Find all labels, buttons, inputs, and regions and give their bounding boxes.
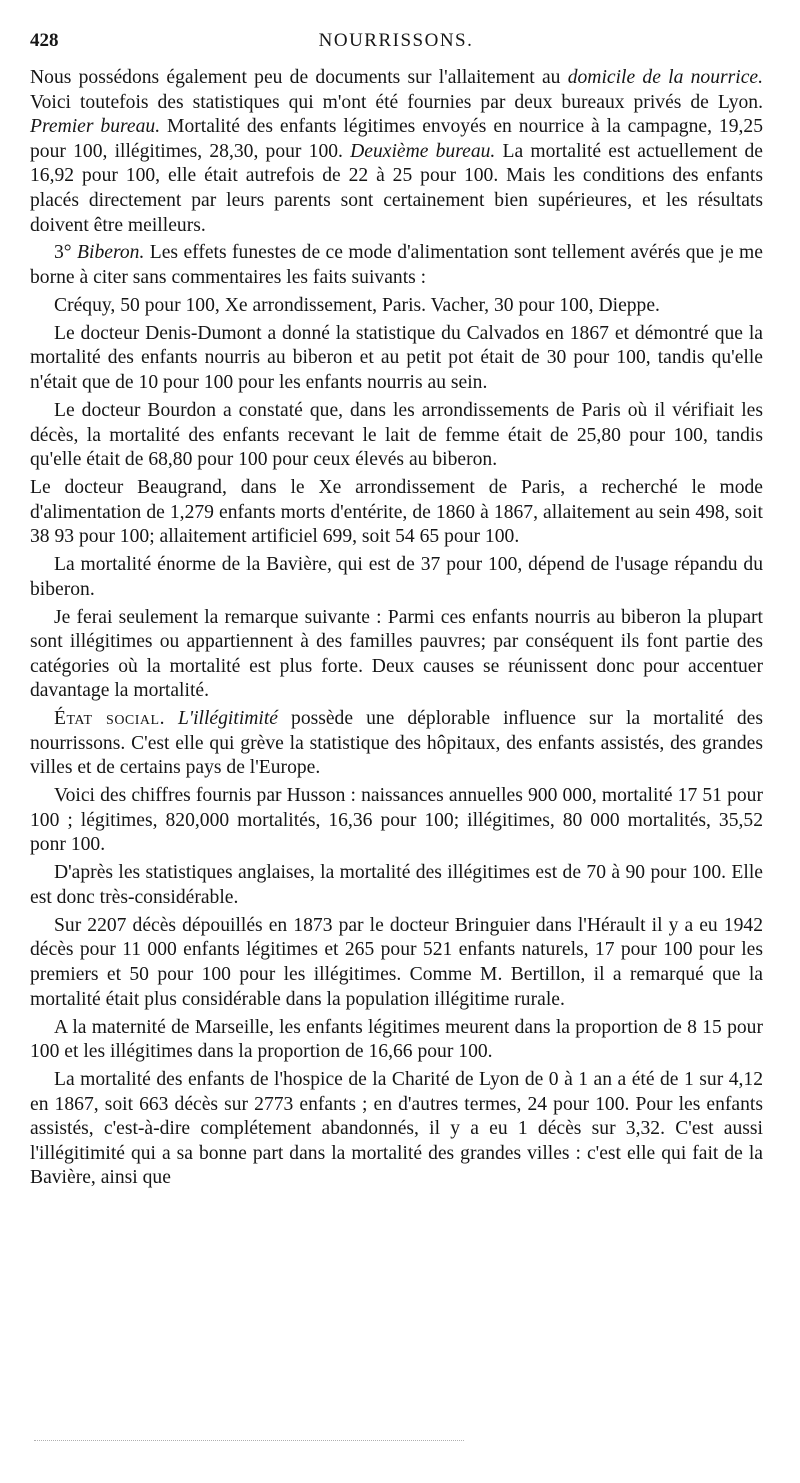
paragraph-crequy: Créquy, 50 pour 100, Xe arrondissement, Paris. Vacher, 30 pour 100, Dieppe. [54, 294, 660, 316]
paragraph-bourdon: Le docteur Bourdon a constaté que, dans les arrondissements de Paris où il vérifiait les décès, la mortalité des enfants recevant le lait de femme était de 25,80 pour 100, tandis qu'elle était de 68,80 pour 100 pour ceux élevés au biberon. [30, 399, 763, 471]
paragraph-lyon-charite: La mortalité des enfants de l'hospice de la Charité de Lyon de 0 à 1 an a été de 1 sur 4,12 en 1867, soit 663 décès sur 2773 enfants ; en d'autres termes, 24 pour 100. Pour les enfants assistés, c'est-à-dire complétement abandonnés, il y a eu 1 décès sur 3,32. C'est aussi l'illégitimité qui a sa bonne part dans la mortalité des grandes villes : c'est elle qui fait de la Bavière, ainsi que [30, 1069, 763, 1189]
paragraph-denis-dumont: Le docteur Denis-Dumont a donné la statistique du Calvados en 1867 et démontré que la mortalité des enfants nourris au biberon et au petit pot était de 30 pour 100, tandis qu'elle n'était que de 10 pour 100 pour les enfants nourris au sein. [30, 322, 763, 394]
paragraph-bringuier: Sur 2207 décès dépouillés en 1873 par le docteur Bringuier dans l'Hérault il y a eu 1942 décès pour 11 000 enfants légitimes et 265 pour 521 enfants naturels, 17 pour 100 pour les premiers et 50 pour 100 pour les illégitimes. Comme M. Bertillon, il a remarqué que la mortalité était plus considérable dans la population illégitime rurale. [30, 914, 763, 1010]
paragraph-etat-social: État social. L'illégitimité possède une déplorable influence sur la mortalité des nourrissons. C'est elle qui grève la statistique des hôpitaux, des enfants assistés, des grandes villes et de certains pays de l'Europe. [30, 708, 763, 779]
paragraph-marseille: A la maternité de Marseille, les enfants légitimes meurent dans la proportion de 8 15 pour 100 et les illégitimes dans la proportion de 16,66 pour 100. [30, 1016, 763, 1063]
paragraph-husson: Voici des chiffres fournis par Husson : naissances annuelles 900 000, mortalité 17 51 pour 100 ; légitimes, 820,000 mortalités, 16,36 pour 100; illégitimes, 80 000 mortalités, 35,52 ponr 100. [30, 785, 763, 856]
paragraph-baviere: La mortalité énorme de la Bavière, qui est de 37 pour 100, dépend de l'usage répandu du biberon. [30, 554, 763, 600]
paragraph-biberon: 3° Biberon. Les effets funestes de ce mode d'alimentation sont tellement avérés que je me borne à citer sans commentaires les faits suivants : [30, 242, 763, 289]
page-header [30, 30, 762, 56]
page-number: 428 [30, 30, 59, 51]
body-text [30, 66, 763, 1194]
running-head: NOURRISSONS. [318, 30, 474, 51]
footer-rule [34, 1440, 464, 1441]
paragraph-beaugrand: Le docteur Beaugrand, dans le Xe arrondissement de Paris, a recherché le mode d'alimentation de 1,279 enfants morts d'entérite, de 1860 à 1867, allaitement au sein 498, soit 38 93 pour 100; allaitement artificiel 699, soit 54 65 pour 100. [30, 476, 763, 548]
paragraph-home-nursing: Nous possédons également peu de documents sur l'allaitement au domicile de la nourrice. Voici toutefois des statistiques qui m'ont été fournies par deux bureaux privés de Lyon. Premier bureau. Mortalité des enfants légitimes envoyés en nourrice à la campagne, 19,25 pour 100, illégitimes, 28,30, pour 100. Deuxième bureau. La mortalité est actuellement de 16,92 pour 100, elle était autrefois de 22 à 25 pour 100. Mais les conditions des enfants placés directement par leurs parents sont certainement bien supérieures, et les résultats doivent être meilleurs. [30, 67, 764, 236]
paragraph-remarque: Je ferai seulement la remarque suivante : Parmi ces enfants nourris au biberon la plupart sont illégitimes ou appartiennent à des familles pauvres; par conséquent ils font partie des catégories où la mortalité est plus forte. Deux causes se réunissent donc pour accentuer davantage la mortalité. [30, 606, 763, 702]
paragraph-anglaises: D'après les statistiques anglaises, la mortalité des illégitimes est de 70 à 90 pour 100. Elle est donc très-considérable. [30, 862, 763, 908]
